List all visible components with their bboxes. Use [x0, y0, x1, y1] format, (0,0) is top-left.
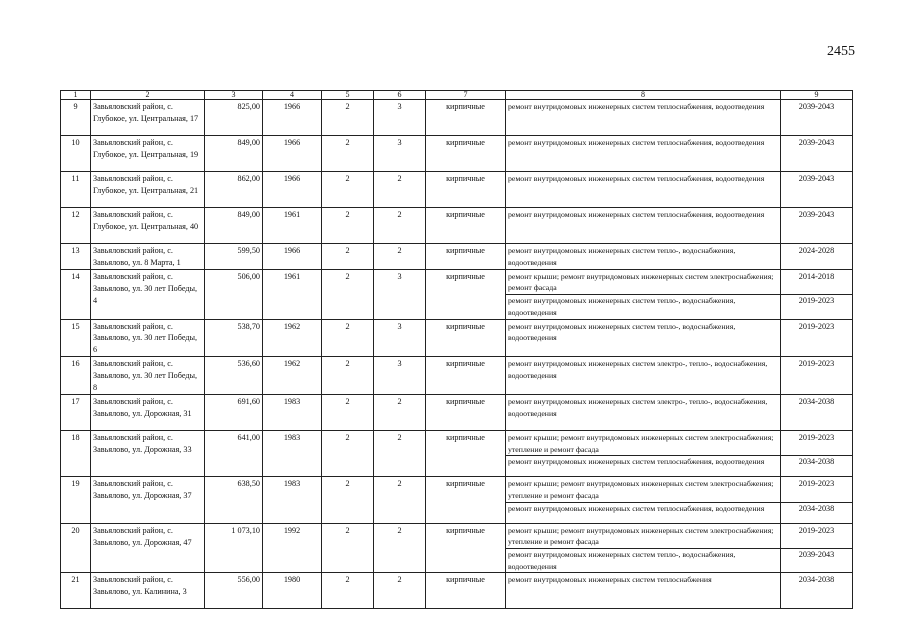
address-cell: Завьяловский район, с. Завьялово, ул. Дорожная, 47 [91, 523, 205, 573]
column-5-cell: 2 [322, 430, 374, 476]
period-cell: 2019-2023 [781, 477, 853, 502]
year-cell: 1980 [263, 573, 322, 609]
area-cell: 599,50 [205, 244, 263, 270]
material-cell: кирпичные [426, 244, 506, 270]
area-cell: 556,00 [205, 573, 263, 609]
column-6-cell: 2 [374, 244, 426, 270]
period-cell: 2014-2018 [781, 269, 853, 294]
work-description-cell: ремонт внутридомовых инженерных систем теплоснабжения, водоотведения [506, 502, 781, 523]
row-number-cell: 21 [61, 573, 91, 609]
material-cell: кирпичные [426, 430, 506, 476]
column-header: 2 [91, 91, 205, 100]
period-cell: 2019-2023 [781, 357, 853, 395]
column-header: 6 [374, 91, 426, 100]
period-cell: 2019-2023 [781, 319, 853, 357]
row-number-cell: 10 [61, 136, 91, 172]
table-row [61, 244, 853, 270]
table-row [61, 269, 853, 294]
column-5-cell: 2 [322, 394, 374, 430]
column-6-cell: 2 [374, 430, 426, 476]
address-cell: Завьяловский район, с. Глубокое, ул. Центральная, 17 [91, 100, 205, 136]
column-5-cell: 2 [322, 136, 374, 172]
table-row [61, 172, 853, 208]
area-cell: 538,70 [205, 319, 263, 357]
table-row [61, 477, 853, 502]
column-header: 3 [205, 91, 263, 100]
column-header: 4 [263, 91, 322, 100]
period-cell: 2039-2043 [781, 100, 853, 136]
period-cell: 2024-2028 [781, 244, 853, 270]
work-description-cell: ремонт крыши; ремонт внутридомовых инженерных систем электроснабжения; утепление и ремонт фасада [506, 430, 781, 455]
work-description-cell: ремонт внутридомовых инженерных систем электро-, тепло-, водоснабжения, водоотведения [506, 394, 781, 430]
work-description-cell: ремонт крыши; ремонт внутридомовых инженерных систем электроснабжения; утепление и ремонт фасада [506, 523, 781, 548]
column-6-cell: 2 [374, 573, 426, 609]
address-cell: Завьяловский район, с. Завьялово, ул. 30 лет Победы, 8 [91, 357, 205, 395]
area-cell: 1 073,10 [205, 523, 263, 573]
column-6-cell: 2 [374, 208, 426, 244]
period-cell: 2039-2043 [781, 208, 853, 244]
work-description-cell: ремонт крыши; ремонт внутридомовых инженерных систем электроснабжения; ремонт фасада [506, 269, 781, 294]
work-description-cell: ремонт крыши; ремонт внутридомовых инженерных систем электроснабжения; утепление и ремонт фасада [506, 477, 781, 502]
year-cell: 1961 [263, 208, 322, 244]
column-5-cell: 2 [322, 244, 374, 270]
table-row [61, 523, 853, 548]
row-number-cell: 18 [61, 430, 91, 476]
period-cell: 2019-2023 [781, 430, 853, 455]
row-number-cell: 14 [61, 269, 91, 319]
row-number-cell: 16 [61, 357, 91, 395]
year-cell: 1983 [263, 394, 322, 430]
column-6-cell: 3 [374, 100, 426, 136]
row-number-cell: 12 [61, 208, 91, 244]
year-cell: 1966 [263, 136, 322, 172]
row-number-cell: 17 [61, 394, 91, 430]
work-description-cell: ремонт внутридомовых инженерных систем тепло-, водоснабжения, водоотведения [506, 549, 781, 573]
material-cell: кирпичные [426, 477, 506, 523]
work-description-cell: ремонт внутридомовых инженерных систем электро-, тепло-, водоснабжения, водоотведения [506, 357, 781, 395]
year-cell: 1962 [263, 357, 322, 395]
column-5-cell: 2 [322, 172, 374, 208]
column-5-cell: 2 [322, 269, 374, 319]
page-number: 2455 [827, 44, 855, 59]
column-6-cell: 2 [374, 394, 426, 430]
year-cell: 1961 [263, 269, 322, 319]
area-cell: 849,00 [205, 136, 263, 172]
column-5-cell: 2 [322, 100, 374, 136]
period-cell: 2039-2043 [781, 549, 853, 573]
work-description-cell: ремонт внутридомовых инженерных систем теплоснабжения, водоотведения [506, 136, 781, 172]
address-cell: Завьяловский район, с. Глубокое, ул. Центральная, 40 [91, 208, 205, 244]
table-row [61, 100, 853, 136]
table-body [61, 100, 853, 609]
year-cell: 1983 [263, 477, 322, 523]
table-row [61, 573, 853, 609]
period-cell: 2034-2038 [781, 502, 853, 523]
address-cell: Завьяловский район, с. Завьялово, ул. Дорожная, 33 [91, 430, 205, 476]
address-cell: Завьяловский район, с. Завьялово, ул. 8 Марта, 1 [91, 244, 205, 270]
area-cell: 849,00 [205, 208, 263, 244]
period-cell: 2019-2023 [781, 523, 853, 548]
material-cell: кирпичные [426, 319, 506, 357]
row-number-cell: 19 [61, 477, 91, 523]
table-row [61, 394, 853, 430]
area-cell: 691,60 [205, 394, 263, 430]
table-row [61, 430, 853, 455]
work-description-cell: ремонт внутридомовых инженерных систем теплоснабжения, водоотведения [506, 208, 781, 244]
period-cell: 2039-2043 [781, 136, 853, 172]
work-description-cell: ремонт внутридомовых инженерных систем тепло-, водоснабжения, водоотведения [506, 295, 781, 319]
column-5-cell: 2 [322, 573, 374, 609]
address-cell: Завьяловский район, с. Глубокое, ул. Центральная, 19 [91, 136, 205, 172]
row-number-cell: 20 [61, 523, 91, 573]
table-header-row [61, 91, 853, 100]
material-cell: кирпичные [426, 208, 506, 244]
row-number-cell: 11 [61, 172, 91, 208]
material-cell: кирпичные [426, 357, 506, 395]
material-cell: кирпичные [426, 136, 506, 172]
work-description-cell: ремонт внутридомовых инженерных систем тепло-, водоснабжения, водоотведения [506, 244, 781, 270]
area-cell: 641,00 [205, 430, 263, 476]
column-5-cell: 2 [322, 477, 374, 523]
year-cell: 1966 [263, 100, 322, 136]
column-header: 9 [781, 91, 853, 100]
column-6-cell: 3 [374, 357, 426, 395]
capital-repair-table [60, 90, 853, 609]
address-cell: Завьяловский район, с. Завьялово, ул. Калинина, 3 [91, 573, 205, 609]
column-header: 5 [322, 91, 374, 100]
table-row [61, 136, 853, 172]
work-description-cell: ремонт внутридомовых инженерных систем теплоснабжения [506, 573, 781, 609]
year-cell: 1962 [263, 319, 322, 357]
column-header: 8 [506, 91, 781, 100]
column-6-cell: 3 [374, 319, 426, 357]
work-description-cell: ремонт внутридомовых инженерных систем теплоснабжения, водоотведения [506, 172, 781, 208]
column-6-cell: 2 [374, 477, 426, 523]
column-6-cell: 2 [374, 172, 426, 208]
material-cell: кирпичные [426, 394, 506, 430]
address-cell: Завьяловский район, с. Завьялово, ул. Дорожная, 31 [91, 394, 205, 430]
period-cell: 2019-2023 [781, 295, 853, 319]
period-cell: 2034-2038 [781, 573, 853, 609]
area-cell: 825,00 [205, 100, 263, 136]
work-description-cell: ремонт внутридомовых инженерных систем теплоснабжения, водоотведения [506, 100, 781, 136]
column-5-cell: 2 [322, 523, 374, 573]
table-row [61, 208, 853, 244]
address-cell: Завьяловский район, с. Завьялово, ул. Дорожная, 37 [91, 477, 205, 523]
work-description-cell: ремонт внутридомовых инженерных систем теплоснабжения, водоотведения [506, 456, 781, 477]
column-header: 1 [61, 91, 91, 100]
column-6-cell: 2 [374, 523, 426, 573]
area-cell: 862,00 [205, 172, 263, 208]
address-cell: Завьяловский район, с. Завьялово, ул. 30 лет Победы, 6 [91, 319, 205, 357]
column-5-cell: 2 [322, 319, 374, 357]
column-5-cell: 2 [322, 357, 374, 395]
row-number-cell: 15 [61, 319, 91, 357]
material-cell: кирпичные [426, 172, 506, 208]
work-description-cell: ремонт внутридомовых инженерных систем тепло-, водоснабжения, водоотведения [506, 319, 781, 357]
year-cell: 1992 [263, 523, 322, 573]
area-cell: 638,50 [205, 477, 263, 523]
period-cell: 2034-2038 [781, 394, 853, 430]
area-cell: 536,60 [205, 357, 263, 395]
year-cell: 1966 [263, 244, 322, 270]
year-cell: 1983 [263, 430, 322, 476]
address-cell: Завьяловский район, с. Глубокое, ул. Центральная, 21 [91, 172, 205, 208]
column-6-cell: 3 [374, 269, 426, 319]
row-number-cell: 13 [61, 244, 91, 270]
material-cell: кирпичные [426, 269, 506, 319]
table-row [61, 319, 853, 357]
period-cell: 2039-2043 [781, 172, 853, 208]
material-cell: кирпичные [426, 523, 506, 573]
column-header: 7 [426, 91, 506, 100]
table-row [61, 357, 853, 395]
material-cell: кирпичные [426, 573, 506, 609]
column-6-cell: 3 [374, 136, 426, 172]
area-cell: 506,00 [205, 269, 263, 319]
address-cell: Завьяловский район, с. Завьялово, ул. 30 лет Победы, 4 [91, 269, 205, 319]
material-cell: кирпичные [426, 100, 506, 136]
period-cell: 2034-2038 [781, 456, 853, 477]
row-number-cell: 9 [61, 100, 91, 136]
year-cell: 1966 [263, 172, 322, 208]
column-5-cell: 2 [322, 208, 374, 244]
